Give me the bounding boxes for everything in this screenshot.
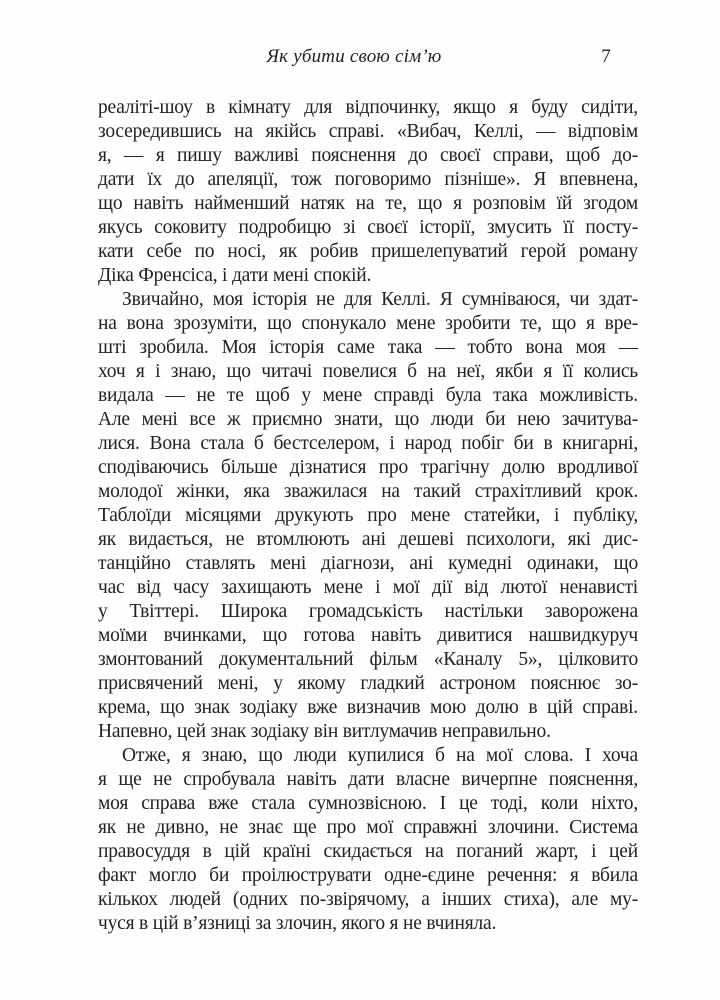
text-line: шті зробила. Моя історія саме така — тобто вона моя — [98, 337, 638, 358]
text-line: кількох людей (одних по-звірячому, а інших стиха), але му- [98, 889, 638, 910]
text-line: видала — не те щоб у мене справді була така можливість. [98, 385, 638, 406]
text-line: я ще не спробувала навіть дати власне вичерпне пояснення, [98, 769, 638, 790]
text-line: я, — я пишу важливі пояснення до своєї справи, щоб до- [98, 145, 638, 166]
running-title: Як убити свою сім’ю [266, 46, 442, 67]
text-line: факт могло би проілюструвати одне-єдине речення: я вбила [98, 865, 638, 886]
text-line: правосуддя в цій країні скидається на поганий жарт, і цей [98, 841, 638, 862]
text-line: сподіваючись більше дізнатися про трагічну долю вродливої [98, 457, 638, 478]
text-line: танційно ставлять мені діагнози, ані кумедні одинаки, що [98, 553, 638, 574]
text-line: лися. Вона стала б бестселером, і народ побіг би в книгарні, [98, 433, 638, 454]
text-line: змонтований документальний фільм «Каналу 5», цілковито [98, 649, 638, 670]
text-line: у Твіттері. Широка громадськість настільки заворожена [98, 601, 638, 622]
text-line: Таблоїди місяцями друкують про мене статейки, і публіку, [98, 505, 638, 526]
text-line: моя справа вже стала сумнозвісною. І це тоді, коли ніхто, [98, 793, 638, 814]
text-line: як не дивно, не знає ще про мої справжні злочини. Система [98, 817, 638, 838]
text-line: хоч я і знаю, що читачі повелися б на неї, якби я її колись [98, 361, 638, 382]
text-line: на вона зрозуміти, що спонукало мене зробити те, що я вре- [98, 313, 638, 334]
text-line: якусь соковиту подробицю зі своєї історії, змусить її посту- [98, 217, 638, 238]
text-line: що навіть найменший натяк на те, що я розповім їй згодом [98, 193, 638, 214]
text-line: реаліті-шоу в кімнату для відпочинку, якщо я буду сидіти, [98, 97, 638, 118]
paragraph-1 [98, 96, 638, 288]
paragraph-2 [98, 288, 638, 744]
text-line: Але мені все ж приємно знати, що люди би нею зачитува- [98, 409, 638, 430]
text-line: кати себе по носі, як робив пришелепуватий герой роману [98, 241, 638, 262]
text-line: крема, що знак зодіаку вже визначив мою долю в цій справі. [98, 697, 638, 718]
text-line: Діка Френсіса, і дати мені спокій. [98, 265, 372, 286]
text-column [98, 96, 638, 936]
text-line: зосередившись на якійсь справі. «Вибач, Келлі, — відповім [98, 121, 638, 142]
text-line: як видається, не втомлюють ані дешеві психологи, які дис- [98, 529, 638, 550]
text-line: присвячений мені, у якому гладкий астроном пояснює зо- [98, 673, 638, 694]
text-line: моїми вчинками, що готова навіть дивитися нашвидкуруч [98, 625, 638, 646]
text-line: Отже, я знаю, що люди купилися б на мої слова. І хоча [122, 745, 638, 766]
text-line: час від часу захищають мене і мої дії від лютої ненависті [98, 577, 638, 598]
text-line: молодої жінки, яка зважилася на такий страхітливий крок. [98, 481, 638, 502]
page-number: 7 [601, 46, 611, 67]
paragraph-3 [98, 744, 638, 936]
text-line: Звичайно, моя історія не для Келлі. Я сумніваюся, чи здат- [122, 289, 638, 310]
text-line: дати їх до апеляції, тож поговоримо пізніше». Я впевнена, [98, 169, 638, 190]
text-line: Напевно, цей знак зодіаку він витлумачив неправильно. [98, 721, 551, 742]
text-line: чуся в цій в’язниці за злочин, якого я не вчиняла. [98, 913, 497, 934]
